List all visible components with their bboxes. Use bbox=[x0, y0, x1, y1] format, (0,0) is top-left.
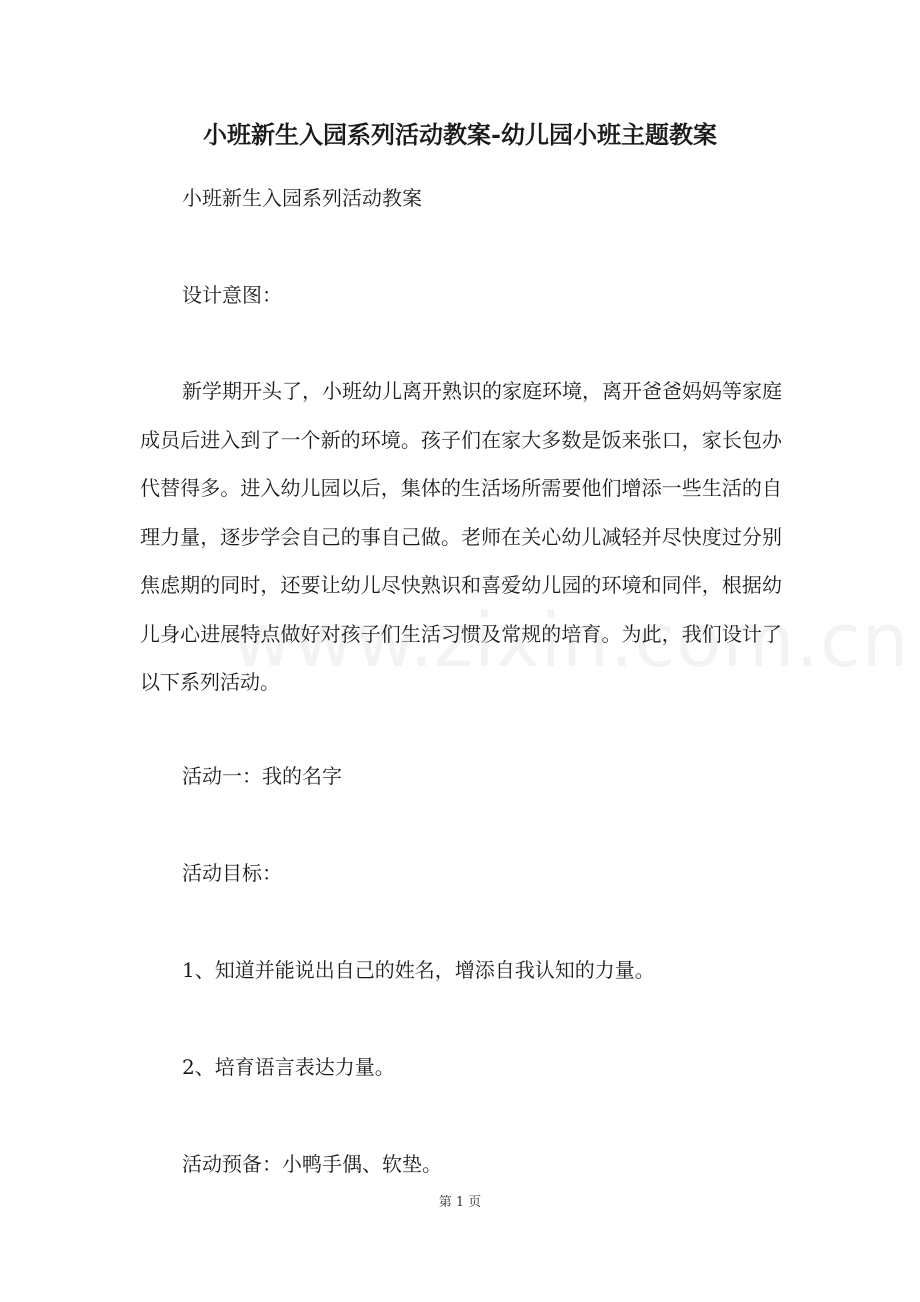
goal-item-2: 2、培育语言表达力量。 bbox=[182, 1055, 395, 1079]
document-title: 小班新生入园系列活动教案-幼儿园小班主题教案 bbox=[203, 120, 717, 149]
design-intent-paragraph: 新学期开头了，小班幼儿离开熟识的家庭环境，离开爸爸妈妈等家庭成员后进入到了一个新的环境。孩子们在家大多数是饭来张口，家长包办代替得多。进入幼儿园以后，集体的生活场所需要他们增添一些生活的自理力量，逐步学会自己的事自己做。老师在关心幼儿减轻并尽快度过分别焦虑期的同时，还要让幼儿尽快熟识和喜爱幼儿园的环境和同伴，根据幼儿身心进展特点做好对孩子们生活习惯及常规的培育。为此，我们设计了以下系列活动。 bbox=[140, 379, 782, 694]
goal-item-1: 1、知道并能说出自己的姓名，增添自我认知的力量。 bbox=[182, 958, 655, 982]
activity-preparation: 活动预备：小鸭手偶、软垫。 bbox=[182, 1152, 442, 1176]
page-number: 第 1 页 bbox=[438, 1195, 482, 1210]
document-subtitle: 小班新生入园系列活动教案 bbox=[182, 186, 422, 210]
activity-goals-heading: 活动目标： bbox=[182, 861, 282, 885]
activity-one-heading: 活动一：我的名字 bbox=[182, 764, 342, 788]
design-intent-heading: 设计意图： bbox=[182, 283, 282, 307]
